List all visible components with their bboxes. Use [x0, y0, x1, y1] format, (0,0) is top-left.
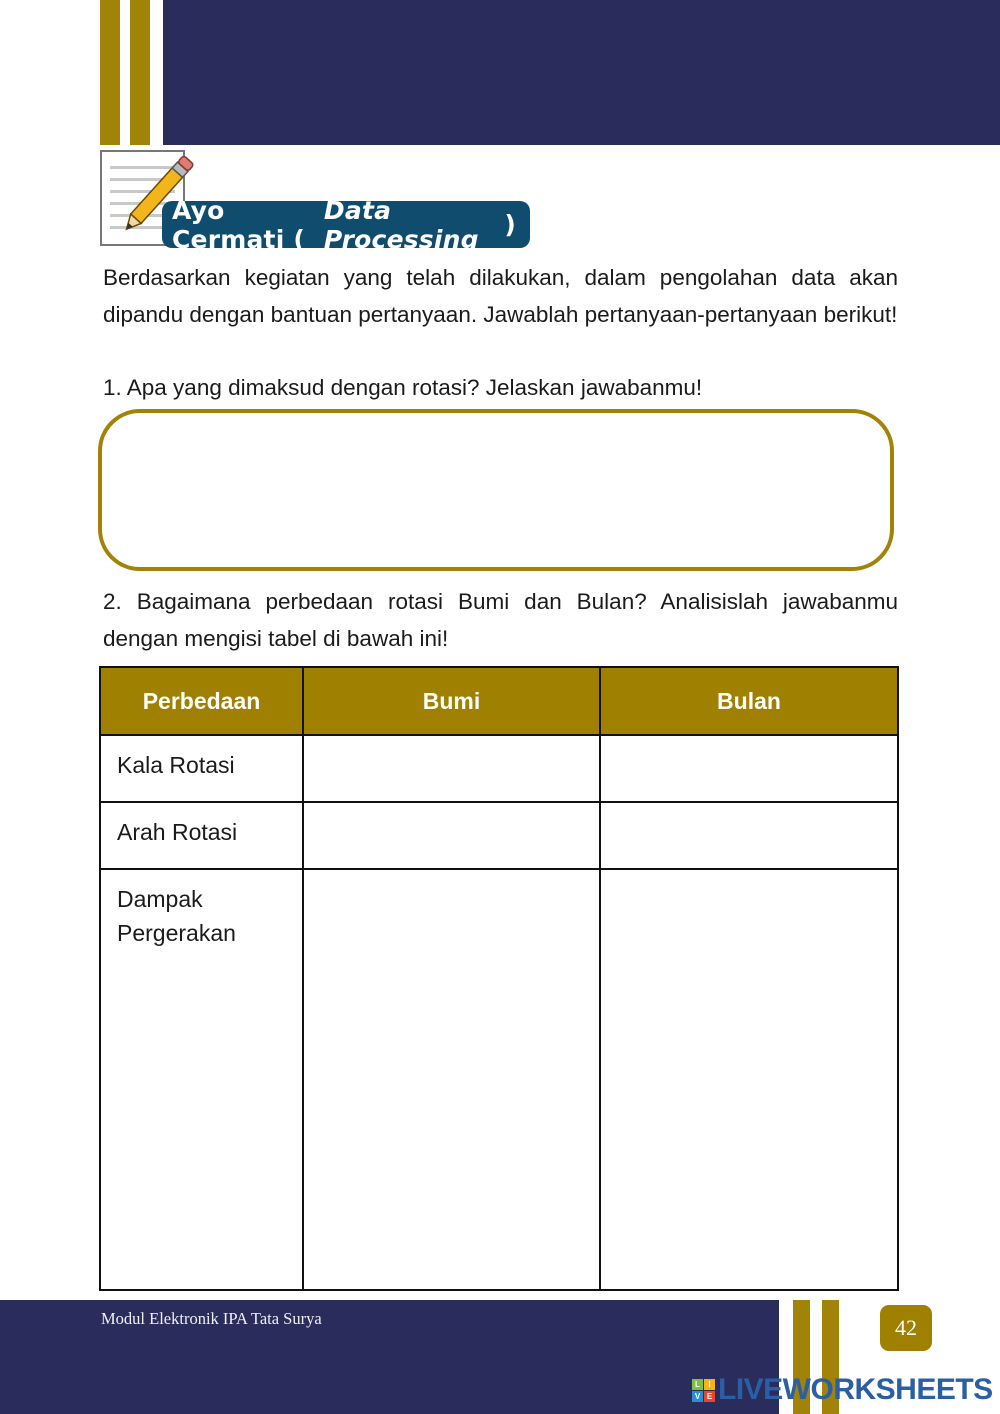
- liveworksheets-wordmark: LIVEWORKSHEETS: [718, 1373, 993, 1406]
- liveworksheets-logo-grid: [692, 1379, 715, 1402]
- table-header-row: [100, 667, 898, 735]
- table-row: [100, 869, 898, 1290]
- page-number: 42: [880, 1305, 932, 1351]
- logo-letter-v: V: [692, 1391, 703, 1402]
- header-stripe-left: [100, 0, 120, 145]
- header-perbedaan: Perbedaan: [100, 667, 303, 735]
- header-bumi: Bumi: [303, 667, 600, 735]
- header-bulan: Bulan: [600, 667, 898, 735]
- logo-letter-e: E: [704, 1391, 715, 1402]
- answer-box-question-1[interactable]: [98, 409, 894, 571]
- header-stripe-right: [130, 0, 150, 145]
- intro-paragraph: Berdasarkan kegiatan yang telah dilakukan, dalam pengolahan data akan dipandu dengan bantuan pertanyaan. Jawablah pertanyaan-pertanyaan berikut!: [103, 265, 898, 327]
- row-label-dampak-pergerakan: Dampak Pergerakan: [100, 869, 303, 1290]
- cell-bulan-kala-rotasi[interactable]: [600, 735, 898, 802]
- section-heading: [100, 148, 530, 253]
- table-row: [100, 735, 898, 802]
- row-label-kala-rotasi: Kala Rotasi: [100, 735, 303, 802]
- section-title-suffix: ): [504, 210, 516, 239]
- module-title: Modul Elektronik IPA Tata Surya: [101, 1309, 322, 1328]
- cell-bumi-arah-rotasi[interactable]: [303, 802, 600, 869]
- section-title-pill: [162, 195, 530, 254]
- logo-letter-l: L: [692, 1379, 703, 1390]
- row-label-arah-rotasi: Arah Rotasi: [100, 802, 303, 869]
- section-title-prefix: Ayo Cermati (: [172, 195, 306, 254]
- section-title-italic: Data Processing: [323, 195, 479, 254]
- comparison-table: [99, 666, 899, 1291]
- cell-bulan-arah-rotasi[interactable]: [600, 802, 898, 869]
- header-band: [163, 0, 1000, 145]
- table-row: [100, 802, 898, 869]
- cell-bumi-dampak-pergerakan[interactable]: [303, 869, 600, 1290]
- cell-bumi-kala-rotasi[interactable]: [303, 735, 600, 802]
- logo-letter-i: I: [704, 1379, 715, 1390]
- cell-bulan-dampak-pergerakan[interactable]: [600, 869, 898, 1290]
- liveworksheets-logo: [692, 1373, 993, 1407]
- question-2: 2. Bagaimana perbedaan rotasi Bumi dan Bulan? Analisislah jawabanmu dengan mengisi tabel di bawah ini!: [103, 589, 898, 651]
- question-1: 1. Apa yang dimaksud dengan rotasi? Jelaskan jawabanmu!: [103, 375, 703, 400]
